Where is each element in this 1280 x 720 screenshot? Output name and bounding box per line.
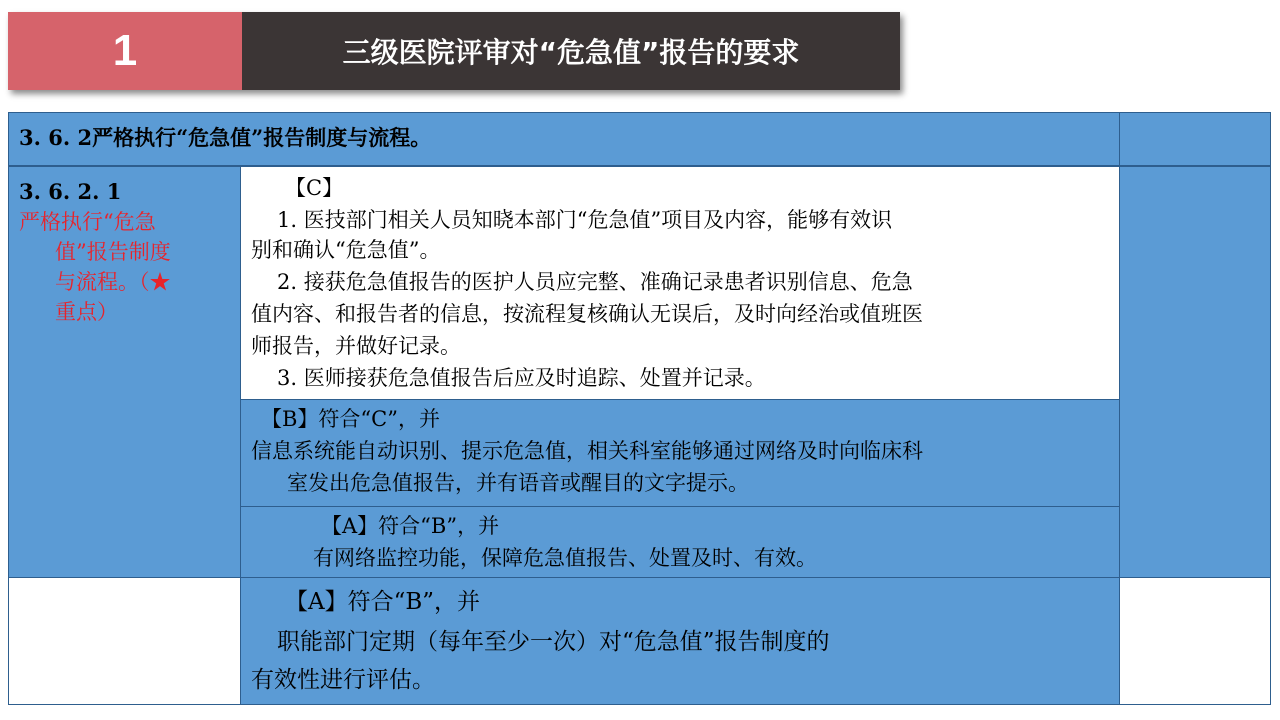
- level-a-eval-line: 职能部门定期（每年至少一次）对“危急值”报告制度的: [277, 629, 830, 655]
- level-c-line: 2. 接获危急值报告的医护人员应完整、准确记录患者识别信息、危急: [277, 270, 913, 294]
- item-name-line: 严格执行“危急: [19, 210, 156, 234]
- level-a-line: 有网络监控功能，保障危急值报告、处置及时、有效。: [313, 546, 817, 570]
- blank-cell: [8, 577, 241, 705]
- item-name-line: 重点）: [55, 300, 118, 324]
- score-cell-2: [1119, 166, 1271, 578]
- level-b-line: 信息系统能自动识别、提示危急值，相关科室能够通过网络及时向临床科: [251, 439, 923, 463]
- level-a-eval-line: 有效性进行评估。: [251, 667, 435, 693]
- level-b-line: 【B】符合“C”，并: [261, 407, 440, 431]
- section-number: 1: [8, 12, 242, 90]
- level-c-cell: [240, 166, 1120, 400]
- item-code: 3. 6. 2. 1: [19, 179, 122, 204]
- level-a-eval-cell: [240, 577, 1120, 705]
- item-name-line: 值”报告制度: [55, 240, 171, 264]
- score-cell-1: [1119, 112, 1271, 166]
- level-c-line: 3. 医师接获危急值报告后应及时追踪、处置并记录。: [277, 366, 766, 390]
- page-title: 三级医院评审对“危急值”报告的要求: [242, 12, 900, 90]
- level-c-line: 值内容、和报告者的信息，按流程复核确认无误后，及时向经治或值班医: [251, 302, 923, 326]
- level-c-label: 【C】: [285, 176, 344, 200]
- level-c-line: 别和确认“危急值”。: [251, 238, 441, 262]
- heading-row: [8, 112, 1120, 166]
- level-c-line: 师报告，并做好记录。: [251, 334, 461, 358]
- heading-text: 3. 6. 2严格执行“危急值”报告制度与流程。: [19, 125, 432, 150]
- item-cell: [8, 166, 241, 578]
- item-name-line: 与流程。（★: [55, 270, 171, 294]
- level-b-line: 室发出危急值报告，并有语音或醒目的文字提示。: [287, 471, 749, 495]
- level-a-cell: [240, 506, 1120, 578]
- level-c-line: 1. 医技部门相关人员知晓本部门“危急值”项目及内容，能够有效识: [277, 208, 893, 232]
- score-cell-3: [1119, 577, 1271, 705]
- level-b-cell: [240, 399, 1120, 507]
- level-a-eval-line: 【A】符合“B”，并: [285, 589, 481, 615]
- level-a-line: 【A】符合“B”，并: [321, 514, 500, 538]
